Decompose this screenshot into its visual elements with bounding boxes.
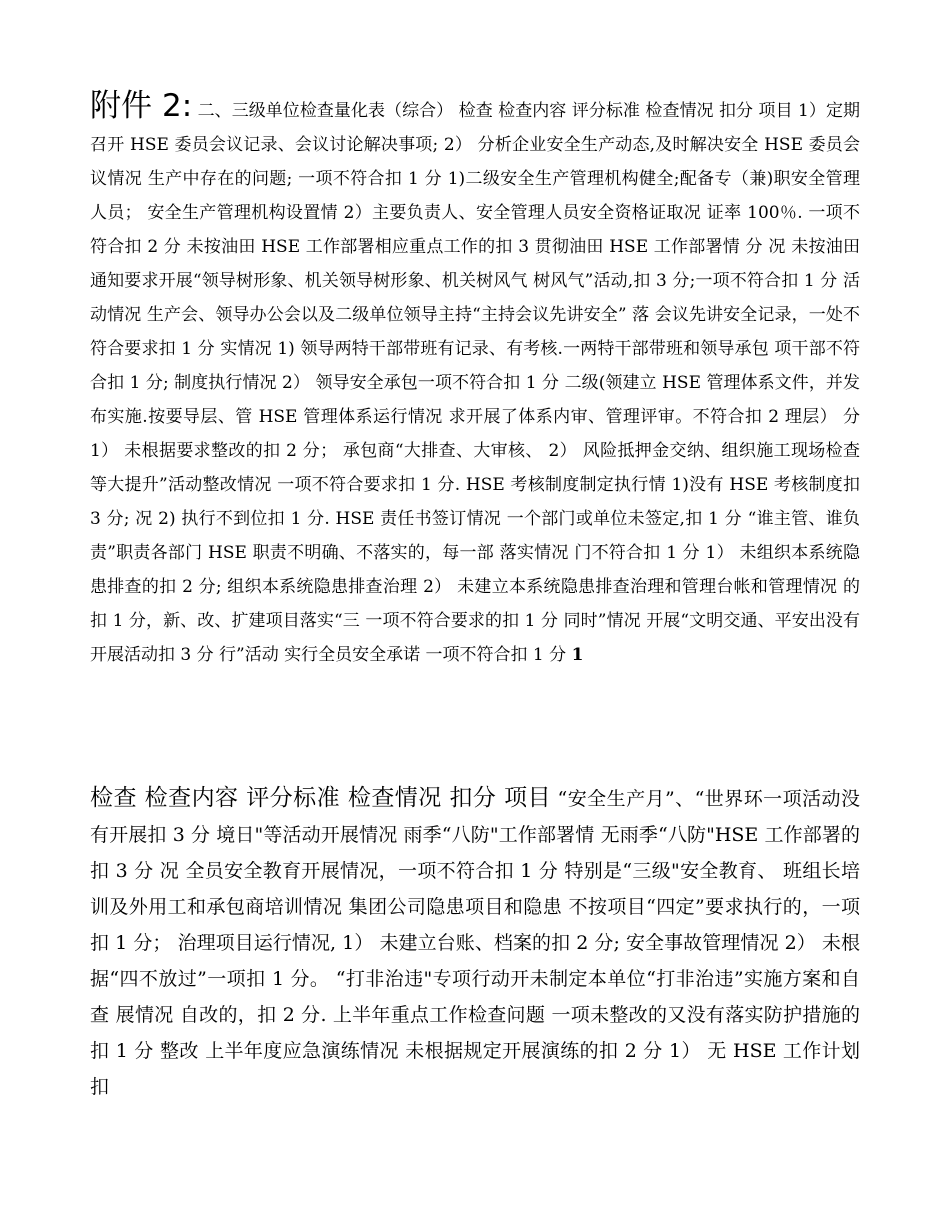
inspection-table-text-part2: “安全生产月”、“世界环一项活动没有开展扣 3 分 境日"等活动开展情况 雨季“八防"工作部署情 无雨季“八防"HSE 工作部署的扣 3 分 况 全员安全教育开展情况，一项不符合扣 1 分 特别是“三级"安全教育、 班组长培训及外用工和承包商培训情况 集团公司隐患项目和隐患 不按项目“四定”要求执行的，一项扣 1 分； 治理项目运行情况, 1） 未建立台账、档案的扣 2 分; 安全事故管理情况 2） 未根据“四不放过”一项扣 1 分。 “打非治违"专项行动开未制定本单位“打非治违”实施方案和自查 展情况 自改的，扣 2 分. 上半年重点工作检查问题 一项未整改的又没有落实防护措施的扣 1 分 整改 上半年度应急演练情况 未根据规定开展演练的扣 2 分 1） 无 HSE 工作计划扣 bbox=[90, 788, 860, 1098]
page-number: 1 bbox=[571, 645, 584, 665]
attachment-heading: 附件 2: bbox=[90, 88, 193, 124]
attachment-paragraph-1 bbox=[90, 88, 860, 672]
table-header-repeat: 检查 检查内容 评分标准 检查情况 扣分 项目 bbox=[90, 785, 552, 811]
inspection-table-text-part1: 二、三级单位检查量化表（综合） 检查 检查内容 评分标准 检查情况 扣分 项目 1）定期召开 HSE 委员会议记录、会议讨论解决事项; 2） 分析企业安全生产动态,及时解决安全 HSE 委员会议情况 生产中存在的问题; 一项不符合扣 1 分 1)二级安全生产管理机构健全;配备专（兼)职安全管理人员； 安全生产管理机构设置情 2）主要负责人、安全管理人员安全资格证取况 证率 100％. 一项不符合扣 2 分 未按油田 HSE 工作部署相应重点工作的扣 3 贯彻油田 HSE 工作部署情 分 况 未按油田通知要求开展“领导树形象、机关领导树形象、机关树风气 树风气”活动,扣 3 分;一项不符合扣 1 分 活动情况 生产会、领导办公会以及二级单位领导主持“主持会议先讲安全” 落 会议先讲安全记录，一处不符合要求扣 1 分 实情况 1) 领导两特干部带班有记录、有考核.一两特干部带班和领导承包 项干部不符合扣 1 分; 制度执行情况 2） 领导安全承包一项不符合扣 1 分 二级(领建立 HSE 管理体系文件，并发布实施.按要导层、管 HSE 管理体系运行情况 求开展了体系内审、管理评审。不符合扣 2 理层） 分 1） 未根据要求整改的扣 2 分； 承包商“大排查、大审核、 2） 风险抵押金交纳、组织施工现场检查等大提升”活动整改情况 一项不符合要求扣 1 分. HSE 考核制度制定执行情 1)没有 HSE 考核制度扣 3 分; 况 2) 执行不到位扣 1 分. HSE 责任书签订情况 一个部门或单位未签定,扣 1 分 “谁主管、谁负责”职责各部门 HSE 职责不明确、不落实的，每一部 落实情况 门不符合扣 1 分 1） 未组织本系统隐患排查的扣 2 分; 组织本系统隐患排查治理 2） 未建立本系统隐患排查治理和管理台帐和管理情况 的扣 1 分，新、改、扩建项目落实“三 一项不符合要求的扣 1 分 同时”情况 开展“文明交通、平安出没有开展活动扣 3 分 行”活动 实行全员安全承诺 一项不符合扣 1 分 bbox=[90, 101, 860, 665]
attachment-paragraph-2 bbox=[90, 780, 860, 1105]
